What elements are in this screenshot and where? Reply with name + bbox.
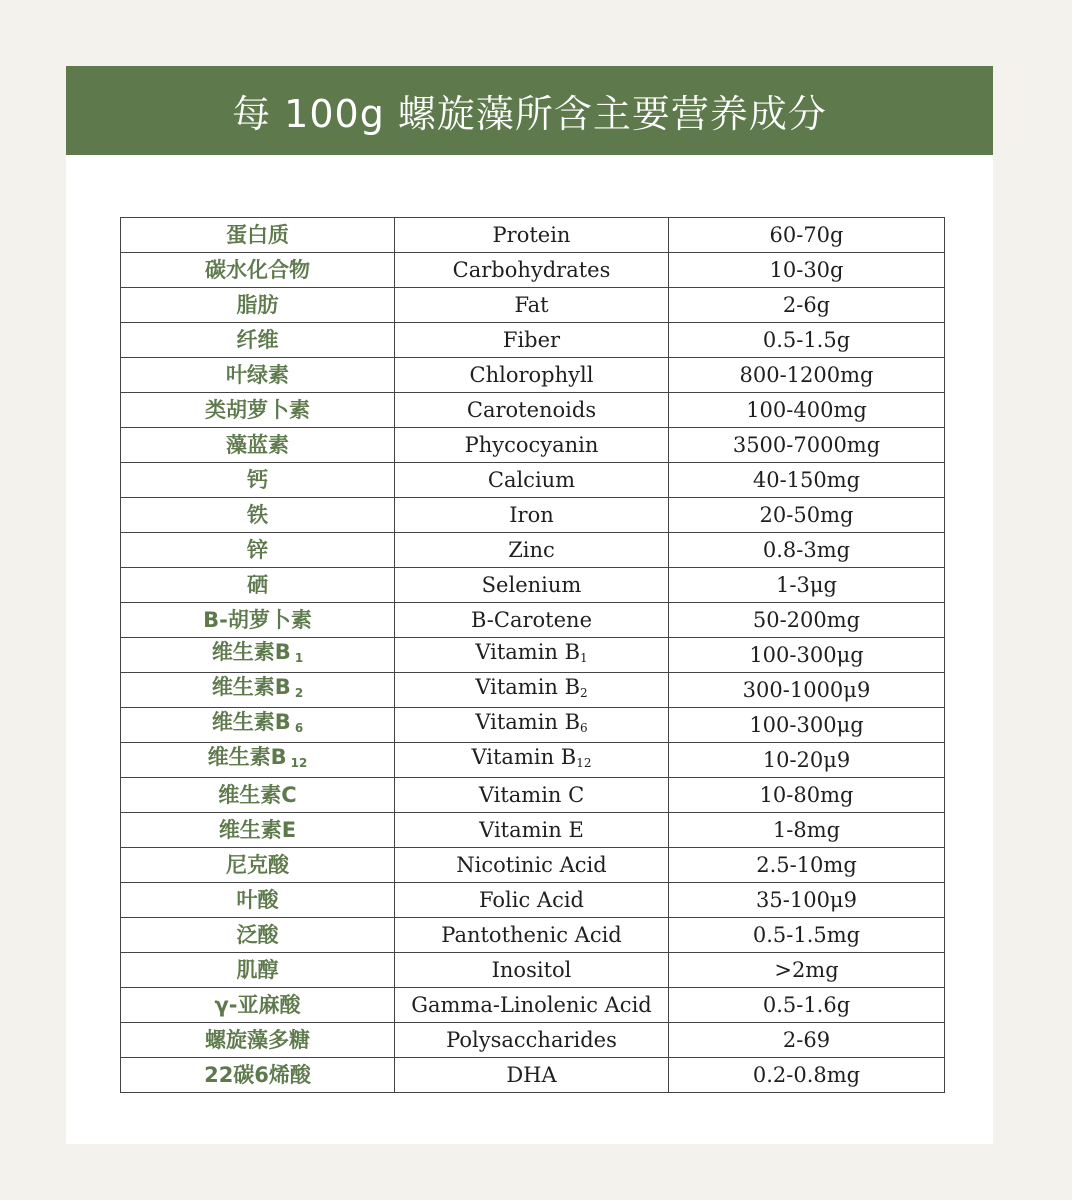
nutrient-english-label: DHA <box>506 1063 557 1087</box>
nutrient-chinese-label: 锌 <box>247 538 268 562</box>
table-row <box>121 848 945 883</box>
nutrient-chinese-name <box>121 533 395 568</box>
nutrient-amount: 10-20μ9 <box>669 743 945 778</box>
table-row <box>121 883 945 918</box>
nutrient-chinese-name <box>121 813 395 848</box>
nutrient-english-name <box>395 778 669 813</box>
nutrition-table <box>120 217 945 1093</box>
nutrient-chinese-label: 叶绿素 <box>226 363 289 387</box>
nutrient-english-label: Calcium <box>487 468 576 492</box>
nutrient-chinese-subscript: 6 <box>294 721 304 735</box>
nutrient-chinese-subscript: 1 <box>294 651 304 665</box>
nutrient-english-label: Iron <box>509 503 554 527</box>
nutrient-english-name <box>395 813 669 848</box>
table-row <box>121 778 945 813</box>
nutrient-english-label: Inositol <box>491 958 572 982</box>
nutrient-chinese-name <box>121 428 395 463</box>
nutrient-chinese-name <box>121 323 395 358</box>
nutrient-english-label: Pantothenic Acid <box>441 923 622 947</box>
nutrient-amount: 40-150mg <box>669 463 945 498</box>
nutrient-chinese-name <box>121 463 395 498</box>
nutrient-chinese-label: 泛酸 <box>236 923 279 947</box>
nutrient-amount: 100-300μg <box>669 708 945 743</box>
table-row <box>121 568 945 603</box>
nutrient-chinese-label: 藻蓝素 <box>226 433 289 457</box>
nutrient-chinese-subscript: 12 <box>290 756 308 770</box>
nutrient-english-label: Vitamin B <box>475 675 581 699</box>
page-title: 每 100g 螺旋藻所含主要营养成分 <box>232 92 827 136</box>
nutrient-english-name <box>395 988 669 1023</box>
nutrient-english-subscript: 6 <box>580 721 588 735</box>
nutrient-amount: 1-8mg <box>669 813 945 848</box>
nutrient-chinese-label: 钙 <box>247 468 268 492</box>
nutrient-chinese-label: 螺旋藻多糖 <box>205 1028 310 1052</box>
nutrient-english-label: Phycocyanin <box>464 433 599 457</box>
nutrient-english-label: Folic Acid <box>478 888 585 912</box>
nutrient-amount: 0.5-1.5mg <box>669 918 945 953</box>
nutrient-chinese-name <box>121 848 395 883</box>
nutrient-english-name <box>395 673 669 708</box>
nutrient-english-name <box>395 848 669 883</box>
table-row <box>121 988 945 1023</box>
nutrient-amount: 0.5-1.6g <box>669 988 945 1023</box>
nutrient-chinese-subscript: 2 <box>294 686 304 700</box>
nutrient-english-name <box>395 463 669 498</box>
nutrient-chinese-label: 维生素B <box>211 640 291 664</box>
nutrient-chinese-label: 维生素C <box>218 783 297 807</box>
nutrient-english-name <box>395 218 669 253</box>
nutrient-english-label: Polysaccharides <box>446 1028 617 1052</box>
nutrient-chinese-label: 纤维 <box>236 328 279 352</box>
nutrient-english-label: Selenium <box>481 573 582 597</box>
nutrient-chinese-name <box>121 498 395 533</box>
nutrient-english-name <box>395 743 669 778</box>
table-row <box>121 638 945 673</box>
nutrient-chinese-name <box>121 218 395 253</box>
nutrient-english-label: Carotenoids <box>466 398 597 422</box>
nutrient-amount: 0.2-0.8mg <box>669 1058 945 1093</box>
nutrient-chinese-name <box>121 673 395 708</box>
title-banner <box>66 66 993 155</box>
nutrient-chinese-name <box>121 1058 395 1093</box>
table-row <box>121 708 945 743</box>
nutrient-amount: >2mg <box>669 953 945 988</box>
table-row <box>121 218 945 253</box>
nutrient-chinese-name <box>121 253 395 288</box>
nutrient-english-label: Vitamin B <box>471 745 577 769</box>
nutrient-english-name <box>395 638 669 673</box>
nutrient-amount: 3500-7000mg <box>669 428 945 463</box>
nutrient-english-label: Gamma-Linolenic Acid <box>411 993 652 1017</box>
table-row <box>121 463 945 498</box>
nutrient-chinese-label: 类胡萝卜素 <box>205 398 310 422</box>
table-row <box>121 533 945 568</box>
nutrient-amount: 2.5-10mg <box>669 848 945 883</box>
nutrient-english-label: B-Carotene <box>470 608 592 632</box>
table-row <box>121 498 945 533</box>
nutrient-english-subscript: 1 <box>580 651 588 665</box>
nutrient-english-name <box>395 1023 669 1058</box>
table-row <box>121 603 945 638</box>
nutrient-english-label: Carbohydrates <box>452 258 611 282</box>
nutrient-english-label: Fat <box>514 293 549 317</box>
table-row <box>121 743 945 778</box>
nutrient-chinese-label: 维生素E <box>218 818 297 842</box>
nutrient-amount: 10-30g <box>669 253 945 288</box>
nutrient-english-name <box>395 1058 669 1093</box>
nutrient-chinese-name <box>121 778 395 813</box>
nutrient-amount: 35-100μ9 <box>669 883 945 918</box>
nutrient-amount: 1-3μg <box>669 568 945 603</box>
nutrient-english-name <box>395 953 669 988</box>
nutrient-english-subscript: 12 <box>576 756 592 770</box>
nutrient-chinese-name <box>121 393 395 428</box>
nutrient-chinese-label: 维生素B <box>211 710 291 734</box>
nutrient-amount: 100-400mg <box>669 393 945 428</box>
nutrient-chinese-name <box>121 883 395 918</box>
nutrient-amount: 10-80mg <box>669 778 945 813</box>
table-row <box>121 813 945 848</box>
nutrient-english-name <box>395 918 669 953</box>
nutrient-amount: 2-69 <box>669 1023 945 1058</box>
table-row <box>121 288 945 323</box>
nutrient-chinese-name <box>121 1023 395 1058</box>
nutrient-chinese-name <box>121 568 395 603</box>
nutrient-chinese-name <box>121 918 395 953</box>
nutrient-english-label: Zinc <box>508 538 555 562</box>
table-row <box>121 253 945 288</box>
table-row <box>121 393 945 428</box>
nutrient-chinese-label: 脂肪 <box>236 293 279 317</box>
table-row <box>121 1023 945 1058</box>
nutrient-amount: 0.5-1.5g <box>669 323 945 358</box>
nutrient-english-name <box>395 568 669 603</box>
nutrient-english-label: Vitamin B <box>475 640 581 664</box>
nutrient-chinese-label: 叶酸 <box>236 888 279 912</box>
nutrient-english-name <box>395 708 669 743</box>
nutrient-chinese-label: 肌醇 <box>236 958 279 982</box>
nutrient-chinese-label: 铁 <box>247 503 268 527</box>
table-row <box>121 1058 945 1093</box>
nutrient-english-label: Vitamin C <box>478 783 585 807</box>
nutrient-amount: 100-300μg <box>669 638 945 673</box>
nutrient-english-label: Vitamin B <box>475 710 581 734</box>
nutrient-chinese-label: 维生素B <box>211 675 291 699</box>
nutrient-english-name <box>395 428 669 463</box>
nutrient-chinese-label: 尼克酸 <box>226 853 289 877</box>
nutrient-chinese-name <box>121 638 395 673</box>
table-row <box>121 358 945 393</box>
nutrient-chinese-name <box>121 988 395 1023</box>
nutrient-english-name <box>395 358 669 393</box>
nutrient-english-label: Nicotinic Acid <box>456 853 607 877</box>
nutrient-amount: 50-200mg <box>669 603 945 638</box>
nutrient-english-subscript: 2 <box>580 686 588 700</box>
nutrient-chinese-name <box>121 953 395 988</box>
nutrient-english-name <box>395 533 669 568</box>
nutrient-english-label: Chlorophyll <box>469 363 594 387</box>
nutrient-english-name <box>395 288 669 323</box>
nutrient-english-label: Vitamin E <box>479 818 584 842</box>
nutrient-chinese-name <box>121 288 395 323</box>
nutrient-chinese-label: B-胡萝卜素 <box>203 608 312 632</box>
nutrient-chinese-label: 22碳6烯酸 <box>204 1063 311 1087</box>
nutrient-amount: 300-1000μ9 <box>669 673 945 708</box>
nutrient-chinese-label: 维生素B <box>207 745 287 769</box>
table-row <box>121 323 945 358</box>
nutrient-amount: 800-1200mg <box>669 358 945 393</box>
nutrient-english-name <box>395 883 669 918</box>
nutrient-english-label: Protein <box>492 223 571 247</box>
nutrition-table-body <box>121 218 945 1093</box>
nutrient-chinese-name <box>121 358 395 393</box>
nutrient-chinese-label: 蛋白质 <box>226 223 289 247</box>
table-row <box>121 673 945 708</box>
nutrient-english-name <box>395 393 669 428</box>
nutrient-chinese-name <box>121 603 395 638</box>
nutrient-english-name <box>395 253 669 288</box>
nutrient-amount: 60-70g <box>669 218 945 253</box>
nutrient-english-name <box>395 498 669 533</box>
nutrient-chinese-label: 碳水化合物 <box>205 258 310 282</box>
nutrient-chinese-label: 硒 <box>247 573 268 597</box>
nutrient-chinese-name <box>121 708 395 743</box>
nutrient-english-label: Fiber <box>502 328 561 352</box>
nutrient-english-name <box>395 603 669 638</box>
nutrient-chinese-label: γ-亚麻酸 <box>214 993 301 1017</box>
nutrient-english-name <box>395 323 669 358</box>
table-row <box>121 428 945 463</box>
nutrient-amount: 0.8-3mg <box>669 533 945 568</box>
nutrient-amount: 2-6g <box>669 288 945 323</box>
nutrient-chinese-name <box>121 743 395 778</box>
nutrient-amount: 20-50mg <box>669 498 945 533</box>
table-row <box>121 953 945 988</box>
table-row <box>121 918 945 953</box>
